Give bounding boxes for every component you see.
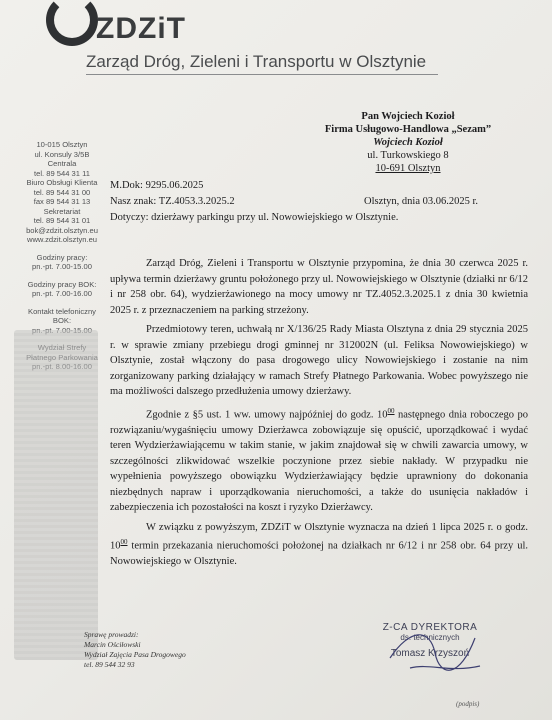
body-paragraph: W związku z powyższym, ZDZiT w Olsztynie wyznacza na dzień 1 lipca 2025 r. o godz. $10^{00}$ termin przekazania nieruchomości położonej na działkach nr 6/12 i nr 258 obr. 64 przy ul. Nowowiejskiego w Olsztynie. (110, 521, 528, 567)
hours-value: pn.-pt. 7.00-15.00 (32, 262, 92, 271)
zdzit-logo-icon (46, 0, 98, 46)
bok-hours-label: Godziny pracy BOK: (27, 279, 97, 289)
signature-role: ds. technicznych (400, 633, 460, 642)
signature-name: Tomasz Krzyszoń (390, 648, 470, 659)
bok-phone: tel. 89 544 31 00 (33, 187, 91, 197)
fax: fax 89 544 31 13 (33, 197, 91, 206)
prepared-phone: tel. 89 544 32 93 (84, 660, 135, 669)
recipient-postcode: 10-691 Olsztyn (375, 163, 441, 174)
redacted-area (14, 330, 98, 660)
hours-label: Godziny pracy: (36, 252, 88, 262)
letterhead-divider (86, 74, 438, 75)
prepared-dept: Wydział Zajęcia Pasa Drogowego (84, 650, 186, 659)
prepared-name: Marcin Ościłowski (84, 640, 141, 649)
doc-number: M.Dok: 9295.06.2025 (110, 180, 204, 191)
letter-date: Olsztyn, dnia 03.06.2025 r. (364, 196, 479, 207)
recipient-owner: Wojciech Kozioł (373, 137, 443, 148)
body-paragraph: Przedmiotowy teren, uchwałą nr X/136/25 Rady Miasta Olsztyna z dnia 29 stycznia 2025 r. w sprawie zmiany przebiegu drogi gminnej nr 312002N (ul. Feliksa Nowowiejskiego) w Olsztynie, został włączony do pasa drogowego ulicy Nowowiejskiego i zostanie na nim zorganizowany parking działający w ramach Strefy Płatnego Parkowania. Wobec powyższego nie ma możliwości dalszego przedłużenia umowy dzierżawy. (110, 324, 528, 397)
address-line: 10-015 Olsztyn (36, 140, 88, 149)
website: www.zdzit.olsztyn.eu (26, 235, 98, 244)
phone-bok-label: Kontakt telefoniczny BOK: (28, 306, 96, 325)
email: bok@zdzit.olsztyn.eu (26, 225, 98, 235)
prepared-label: Sprawę prowadzi: (84, 630, 139, 639)
secretariat-phone: tel. 89 544 31 01 (33, 216, 91, 225)
signature-title: Z-CA DYREKTORA (382, 622, 478, 633)
address-line: Centrala (47, 159, 77, 168)
reference-number: Nasz znak: TZ.4053.3.2025.2 (110, 196, 235, 207)
letter-subject: Dotyczy: dzierżawy parkingu przy ul. Nowowiejskiego w Olsztynie. (110, 212, 399, 223)
bok-hours-value: pn.-pt. 7.00-16.00 (32, 289, 92, 298)
prepared-by (84, 630, 214, 670)
recipient-company: Firma Usługowo-Handlowa „Sezam” (324, 124, 492, 135)
secretariat-label: Sekretariat (43, 206, 81, 216)
address-line: ul. Konsuly 3/5B (34, 149, 90, 159)
recipient-block (300, 110, 516, 175)
recipient-name: Pan Wojciech Kozioł (361, 111, 455, 122)
org-logo-name: ZDZiT (96, 12, 186, 45)
recipient-street: ul. Turkowskiego 8 (367, 150, 449, 161)
signature-caption: (podpis) (456, 700, 480, 708)
handwritten-signature (380, 618, 490, 688)
body-paragraph: Zarząd Dróg, Zieleni i Transportu w Olsztynie przypomina, że dnia 30 czerwca 2025 r. upływa termin dzierżawy gruntu położonego przy ul. Nowowiejskiego w Olsztynie (działki nr 6/12 i nr 258 obr. 64), wydzierżawionego na mocy umowy nr TZ.4052.3.2025.1 z dnia 30 kwietnia 2025 r. z przeznaczeniem na parking strzeżony. (110, 258, 528, 316)
phone-main: tel. 89 544 31 11 (33, 168, 90, 178)
body-paragraph: Zgodnie z §5 ust. 1 ww. umowy najpóźniej do godz. $10^{00}$ następnego dnia roboczego po rozwiązaniu/wygaśnięciu umowy Dzierżawca zobowiązuje się opuścić, uporządkować i wydać teren Wydzierżawiającemu w takim stanie, w jakim znajdował się w chwili zawarcia umowy, w szczególności zlikwidować wszelkie poczynione przez siebie nakłady. W przypadku nie wypełnienia powyższego obowiązku Wydzierżawiający będzie uprawniony do dokonania niezbędnych napraw i uporządkowania nieruchomości, a także do usunięcia nakładów i zabezpieczenia ich pozostałości na koszt i ryzyko Dzierżawcy. (110, 406, 528, 513)
org-full-name: Zarząd Dróg, Zieleni i Transportu w Olsztynie (86, 52, 427, 71)
letter-body (110, 256, 528, 570)
bok-label: Biuro Obsługi Klienta (26, 178, 98, 187)
